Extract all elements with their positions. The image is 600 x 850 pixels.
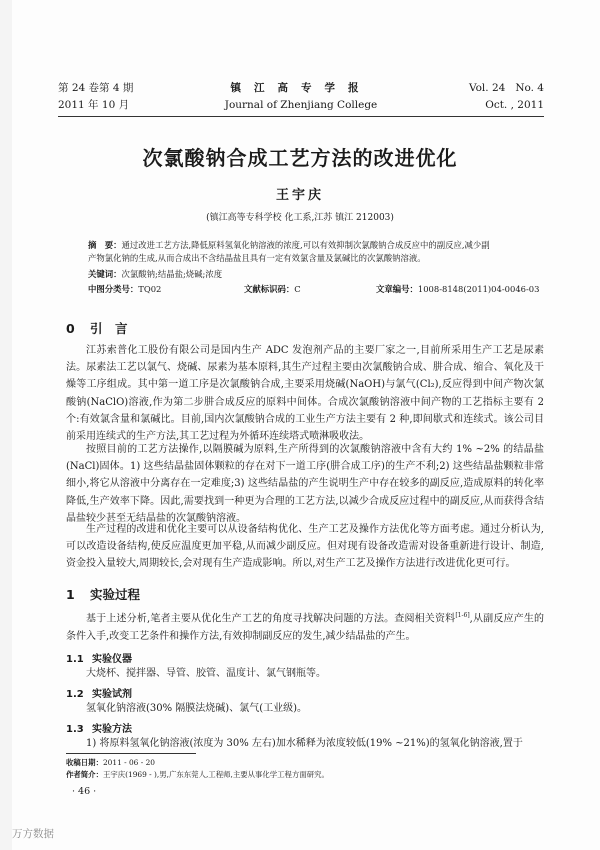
volume-en: Vol. 24 (468, 82, 506, 94)
abstract (88, 239, 548, 252)
subsection-heading-1-1 (66, 650, 132, 665)
header-volume-issue-cn: 第 24 卷第 4 期 (58, 82, 134, 94)
apparatus-text: 大烧杯、搅拌器、导管、胶管、温度计、氯气钢瓶等。 (86, 668, 326, 679)
section-heading-intro (66, 319, 128, 337)
clc-value: TQ02 (138, 284, 162, 294)
journal-name-cn: 镇江高专学报 (230, 82, 372, 94)
keywords-text: 次氯酸钠;结晶盐;烧碱;浓度 (121, 269, 223, 279)
bio-label: 作者简介： (66, 770, 103, 779)
subsection-heading-1-3 (66, 720, 132, 735)
header-volume-en (459, 80, 544, 114)
number-en: No. 4 (515, 82, 544, 94)
abstract-text-2: 产物氯化钠的生成,从而合成出不含结晶盐且具有一定有效氯含量及氯碱比的次氯酸钠溶液。 (88, 253, 426, 263)
footnote-divider (66, 753, 196, 754)
footnote-author-bio (66, 769, 329, 780)
date-en: Oct. , 2011 (485, 99, 544, 111)
keywords (88, 268, 548, 281)
clc-label: 中图分类号： (88, 284, 139, 294)
footnote-received (66, 757, 155, 768)
author-name: 王宇庆 (275, 188, 324, 203)
section-title: 引 言 (90, 321, 128, 336)
section-number: 1 (66, 587, 75, 602)
received-date: 2011 - 06 - 20 (102, 758, 155, 767)
bio-text: 王宇庆(1969 - ),男,广东东莞人,工程师,主要从事化学工程方面研究。 (102, 770, 329, 779)
article-no-label: 文章编号： (376, 284, 418, 294)
subsection-number: 1.1 (66, 654, 84, 665)
subsection-title: 实验试剂 (92, 689, 132, 700)
scan-edge-shadow (0, 0, 12, 850)
doc-code-value: C (294, 284, 301, 294)
method-text: 1) 将原料氢氧化钠溶液(浓度为 30% 左右)加水稀释为浓度较低(19% ~21%)的氢氧化钠溶液,置于 (86, 738, 523, 749)
abstract-cont (88, 252, 548, 265)
text: ,从副反应产生的条件入手,改变工艺条件和操作方法,有效抑制副反应的发生,减少结晶盐的产生。 (66, 613, 544, 642)
subsection-number: 1.2 (66, 689, 84, 700)
header-date-cn: 2011 年 10 月 (58, 99, 130, 111)
text: 基于上述分析,笔者主要从优化生产工艺的角度寻找解决问题的方法。查阅相关资料 (86, 613, 456, 625)
journal-name-en: Journal of Zhenjiang College (224, 99, 378, 111)
abstract-text-1: 通过改进工艺方法,降低原料氢氧化钠溶液的浓度,可以有效抑制次氯酸钠合成反应中的副反应,减少副 (121, 240, 490, 250)
section-number: 0 (66, 321, 75, 336)
intro-paragraph-2: 按照目前的工艺方法操作,以隔膜碱为原料,生产所得到的次氯酸钠溶液中含有大约 1% ~2% 的结晶盐(NaCl)固体。1) 这些结晶盐固体颗粒的存在对下一道工序(肼合成工序)的生产不利;2) 这些结晶盐颗粒非常细小,将它从溶液中分离存在一定难度;3) 这些结晶盐的产生说明生产中存在较多的副反应,造成原料的转化率降低,生产效率下降。因此,需要找到一种更为合理的工艺方法,以减少合成反应过程中的副反应,从而获得含结晶盐较少甚至无结晶盐的次氯酸钠溶液。 (66, 444, 544, 524)
page-number: · 46 · (72, 786, 97, 797)
article-no-value: 1008-8148(2011)04-0046-03 (417, 284, 540, 294)
received-label: 收稿日期： (66, 758, 103, 767)
doc-code-label: 文献标识码： (244, 284, 295, 294)
reagents-text: 氢氧化钠溶液(30% 隔膜法烧碱)、氯气(工业级)。 (86, 703, 308, 714)
subsection-title: 实验仪器 (92, 654, 132, 665)
subsection-number: 1.3 (66, 724, 84, 735)
abstract-label: 摘 要： (88, 240, 122, 250)
subsection-heading-1-2 (66, 685, 132, 700)
section-title: 实验过程 (90, 587, 141, 602)
watermark: 万方数据 (12, 828, 54, 840)
intro-paragraph-1: 江苏索普化工股份有限公司是国内生产 ADC 发泡剂产品的主要厂家之一,目前所采用生产工艺是尿素法。尿素法工艺以氯气、烧碱、尿素为基本原料,其生产过程主要由次氯酸钠合成、肼合成、缩合、氧化及干燥等工序组成。其中第一道工序是次氯酸钠合成,主要采用烧碱(NaOH)与氯气(Cl₂),反应得到中间产物次氯酸钠(NaClO)溶液,作为第二步肼合成反应的原料中间体。合成次氯酸钠溶液中间产物的工艺指标主要有 2 个:有效氯含量和氯碱比。目前,国内次氯酸钠合成的工业生产方法主要有 2 种,即间歇式和连续式。该公司目前采用连续式的生产方法,其工艺过程为外循环连续塔式喷淋吸收法。 (66, 345, 544, 443)
keywords-label: 关键词： (88, 269, 122, 279)
author-affiliation: (镇江高等专科学校 化工系,江苏 镇江 212003) (206, 213, 394, 223)
intro-paragraph-3: 生产过程的改进和优化主要可以从设备结构优化、生产工艺及操作方法优化等方面考虑。通过分析认为,可以改造设备结构,使反应温度更加平稳,从而减少副反应。但对现有设备改造需对设备重新进行设计、制造,资金投入量较大,周期较长,会对现有生产造成影响。所以,对生产工艺及操作方法进行改进优化更可行。 (66, 524, 544, 570)
subsection-title: 实验方法 (92, 724, 132, 735)
paper-title: 次氯酸钠合成工艺方法的改进优化 (142, 146, 458, 170)
section-heading-experiment (66, 585, 140, 603)
journal-header (58, 80, 544, 117)
experiment-paragraph-1 (66, 607, 544, 645)
citation-ref: [1-6] (455, 612, 470, 619)
